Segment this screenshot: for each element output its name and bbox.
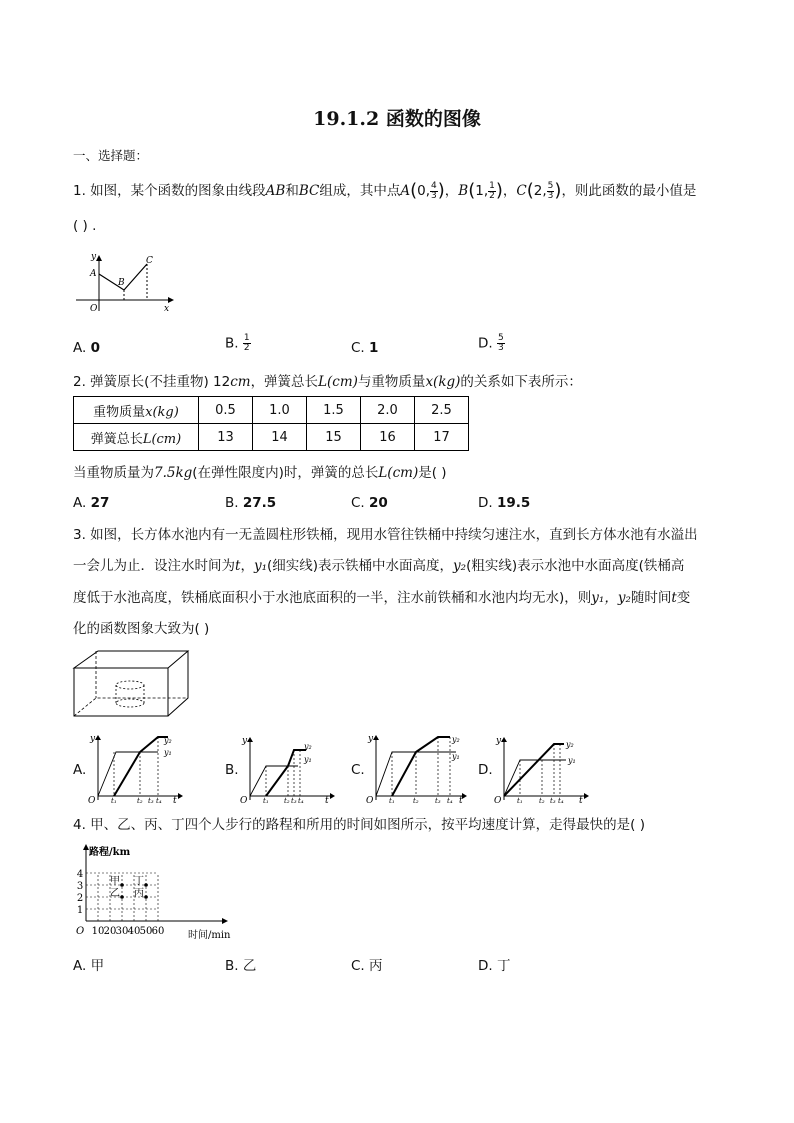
svg-text:O: O [366,796,374,804]
q1-fig-b-label: B [118,278,125,288]
q4-stem: 4. 甲、乙、丙、丁四个人步行的路程和所用的时间如图所示，按平均速度计算，走得最快的是( ) [73,817,645,833]
q2-follow: 当重物质量为7.5kg(在弹性限度内)时，弹簧的总长L(cm)是( ) [73,465,447,481]
q4-y-ticks [77,869,83,916]
q3-graph-b[interactable] [238,732,336,804]
svg-text:y: y [90,734,96,744]
svg-text:t: t [325,796,329,804]
q4-point [120,883,124,887]
q1-point-c-label: C [516,183,527,199]
q1-stem: 1. 如图，某个函数的图象由线段AB和BC组成，其中点A(0, $\frac{4}{3}$ )，B(1, $\frac{1}{2}$ )，C(2, $\frac{5}{3}$ )，则此函数的最小值是 [73,180,697,201]
q4-y-tick-label: 1 [76,905,84,916]
q2-cell: 16 [361,424,415,451]
svg-text:t: t [579,796,583,804]
q1-point-a-frac: $\frac{4}{3}$ [431,180,437,201]
svg-text:t₂: t₂ [413,797,419,804]
q2-cell: 13 [199,424,253,451]
q4-y-tick-label: 3 [76,881,84,892]
q2-option-a[interactable]: A. 27 [73,495,110,511]
q2-option-d[interactable]: D. 19.5 [478,495,531,511]
q2-option-c[interactable]: C. 20 [351,495,388,511]
q2-row1-header: 重物质量x(kg) [74,397,199,424]
svg-text:t: t [459,796,463,804]
q4-point-label: 甲 [110,876,120,887]
svg-text:t₄: t₄ [447,797,453,804]
q3-line1: 3. 如图，长方体水池内有一无盖圆柱形铁桶，现用水管往铁桶中持续匀速注水，直到长方体水池有水溢出 [73,527,698,543]
q1-mid: 组成，其中点 [319,183,401,199]
svg-text:y₁: y₁ [164,748,172,757]
svg-text:t₁: t₁ [263,797,269,804]
section-heading: 一、选择题： [73,148,149,163]
q1-figure [72,245,182,317]
svg-text:t: t [173,796,177,804]
svg-text:y₂: y₂ [566,740,574,749]
table-row [74,424,469,451]
q4-option-c[interactable]: C. 丙 [351,958,383,974]
svg-text:t₃: t₃ [550,797,556,804]
q2-table [73,396,469,451]
q4-point [120,895,124,899]
svg-text:y: y [368,734,374,744]
q2-stem: 2. 弹簧原长(不挂重物) 12cm，弹簧总长L(cm)与重物质量x(kg)的关系如下表所示： [73,374,582,390]
q1-point-a-label: A [400,183,411,199]
q4-xlabel: 时间/min [188,930,231,941]
svg-text:t₂: t₂ [284,797,290,804]
svg-text:y₁: y₁ [304,755,312,764]
q1-and: 和 [285,183,299,199]
svg-text:y₁: y₁ [568,756,576,765]
q4-y-tick-label: 4 [76,869,84,880]
page-title: 19.1.2 函数的图像 [313,108,481,130]
q4-point [144,883,148,887]
q1-fig-x-label: x [164,304,170,314]
q3-line4: 化的函数图象大致为( ) [73,621,210,637]
q3-option-b[interactable]: B. [225,762,239,778]
q1-point-c-x: 2 [533,183,543,199]
svg-text:t₃: t₃ [435,797,441,804]
q3-graph-c[interactable] [364,730,468,804]
q1-fig-c-label: C [146,256,153,266]
svg-text:t₃: t₃ [148,797,154,804]
q2-cell: 17 [415,424,469,451]
q1-point-a-x: 0 [417,183,426,199]
q4-y-tick-label: 2 [76,893,84,904]
q2-cell: 2.0 [361,397,415,424]
svg-text:t₁: t₁ [389,797,395,804]
svg-text:t₂: t₂ [539,797,545,804]
svg-text:y₂: y₂ [304,742,312,751]
q1-point-b-x: 1 [475,183,484,199]
svg-text:y₂: y₂ [164,736,172,745]
q1-fig-y-label: y [91,252,97,262]
svg-text:t₃: t₃ [291,797,297,804]
q4-x-tick-label: 20 [103,926,117,937]
q1-tail: ，则此函数的最小值是 [561,183,697,199]
q1-option-a[interactable]: A. 0 [73,340,100,356]
q1-fig-origin-label: O [90,304,98,314]
svg-text:t₄: t₄ [298,797,304,804]
svg-text:t₁: t₁ [517,797,523,804]
q4-origin: O [76,926,85,937]
q4-option-d[interactable]: D. 丁 [478,958,511,974]
q3-option-a[interactable]: A. [73,762,87,778]
svg-text:y₁: y₁ [452,752,460,761]
q4-option-b[interactable]: B. 乙 [225,958,257,974]
table-row [74,397,469,424]
q1-point-b-label: B [458,183,469,199]
q2-option-b[interactable]: B. 27.5 [225,495,277,511]
q1-blank: ( ) . [73,218,97,234]
q1-seg1: AB [265,183,286,199]
q4-x-tick-label: 60 [151,926,165,937]
q4-chart [72,842,242,942]
q2-cell: 14 [253,424,307,451]
svg-text:t₄: t₄ [156,797,162,804]
q4-points [110,875,148,899]
q1-lead: 1. 如图，某个函数的图象由线段 [73,183,266,199]
q3-pool-figure [72,648,192,720]
q1-option-c[interactable]: C. 1 [351,340,379,356]
q1-point-c-frac: $\frac{5}{3}$ [547,180,554,201]
svg-text:y: y [496,736,502,746]
q4-point-label: 丙 [134,888,144,899]
svg-text:O: O [240,796,248,804]
q2-cell: 0.5 [199,397,253,424]
svg-text:y₂: y₂ [452,735,460,744]
q4-point-label: 乙 [110,888,120,899]
q1-point-b-frac: $\frac{1}{2}$ [489,180,495,201]
q4-x-tick-label: 40 [127,926,141,937]
q4-x-tick-label: 10 [91,926,105,937]
q4-point-label: 丁 [134,876,144,887]
q1-option-d[interactable]: D. $\frac{5}{3}$ [478,333,504,353]
q2-cell: 1.0 [253,397,307,424]
svg-text:t₂: t₂ [137,797,143,804]
q2-cell: 15 [307,424,361,451]
q1-fig-a-label: A [90,269,97,279]
q4-ylabel: 路程/km [89,847,131,858]
q4-point [144,895,148,899]
svg-text:O: O [494,796,502,804]
q3-option-c[interactable]: C. [351,762,365,778]
q1-option-b[interactable]: B. $\frac{1}{2}$ [225,333,250,353]
svg-text:y: y [242,736,248,746]
q2-cell: 2.5 [415,397,469,424]
q4-x-tick-label: 30 [115,926,129,937]
svg-text:t₄: t₄ [558,797,564,804]
q4-option-a[interactable]: A. 甲 [73,958,105,974]
q2-row2-header: 弹簧总长L(cm) [74,424,199,451]
q1-seg2: BC [298,183,320,199]
q3-graph-d[interactable] [492,732,590,804]
q3-line2: 一会儿为止．设注水时间为t，y₁(细实线)表示铁桶中水面高度，y₂(粗实线)表示水池中水面高度(铁桶高 [73,558,685,574]
svg-text:O: O [88,796,96,804]
q3-option-d[interactable]: D. [478,762,493,778]
q3-graph-a[interactable] [86,730,184,804]
q4-x-tick-label: 50 [139,926,153,937]
q3-line3: 度低于水池高度，铁桶底面积小于水池底面积的一半，注水前铁桶和水池内均无水)，则y₁，y₂随时间t变 [73,590,691,606]
q2-cell: 1.5 [307,397,361,424]
q4-x-ticks [92,926,165,937]
svg-text:t₁: t₁ [111,797,117,804]
